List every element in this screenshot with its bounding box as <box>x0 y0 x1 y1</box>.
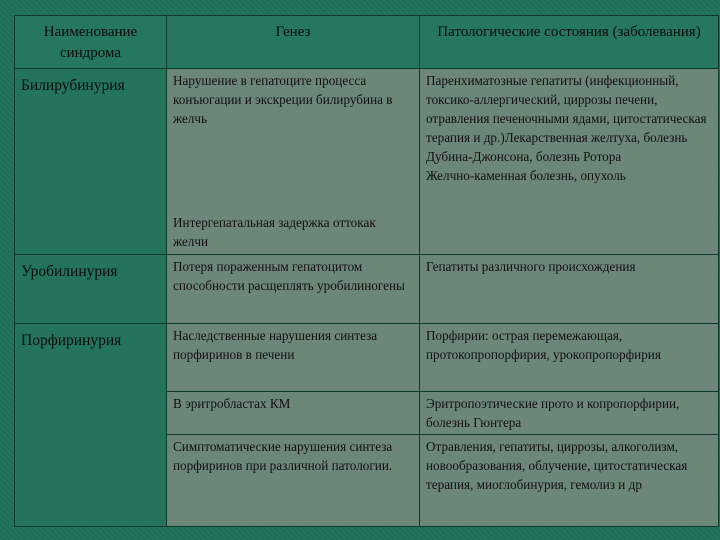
syndrome-name-cell: Билирубинурия <box>15 69 167 255</box>
genesis-text-top: Нарушение в гепатоците процесса конъюгации и экскреции билирубина в желчь <box>173 73 393 126</box>
table-row-bilirubinuria <box>15 69 719 255</box>
syndrome-name-cell: Уробилинурия <box>15 255 167 324</box>
conditions-cell <box>420 69 719 255</box>
genesis-cell: Потеря пораженным гепатоцитом способности расщеплять уробилиногены <box>167 255 420 324</box>
table-row-urobilinuria <box>15 255 719 324</box>
syndromes-table <box>14 15 719 527</box>
genesis-cell: В эритробластах КМ <box>167 392 420 435</box>
header-genesis: Генез <box>167 16 420 69</box>
header-syndrome-name: Наименование синдрома <box>15 16 167 69</box>
header-conditions: Патологические состояния (заболевания) <box>420 16 719 69</box>
genesis-cell: Симптоматические нарушения синтеза порфиринов при различной патологии. <box>167 435 420 527</box>
conditions-text-bottom: Желчно-каменная болезнь, опухоль <box>426 168 626 183</box>
genesis-cell <box>167 69 420 255</box>
table-row-porphyrinuria <box>15 324 719 392</box>
conditions-cell: Отравления, гепатиты, циррозы, алкоголизм, новообразования, облучение, цитостатическая терапия, миоглобинурия, гемолиз и др <box>420 435 719 527</box>
conditions-text-top: Паренхиматозные гепатиты (инфекционный, токсико-аллергический, циррозы печени, отравления печеночными ядами, цитостатическая терапия и др.)Лекарственная желтуха, болезнь Дубина-Джонсона, болезнь Ротора <box>426 73 707 164</box>
conditions-cell: Гепатиты различного происхождения <box>420 255 719 324</box>
genesis-cell: Наследственные нарушения синтеза порфиринов в печени <box>167 324 420 392</box>
syndrome-name-cell: Порфиринурия <box>15 324 167 527</box>
table-header-row <box>15 16 719 69</box>
conditions-cell: Эритропоэтические прото и копропорфирии, болезнь Гюнтера <box>420 392 719 435</box>
genesis-text-bottom: Интергепатальная задержка оттокак желчи <box>173 215 376 249</box>
conditions-cell: Порфирии: острая перемежающая, протокопропорфирия, урокопропорфирия <box>420 324 719 392</box>
